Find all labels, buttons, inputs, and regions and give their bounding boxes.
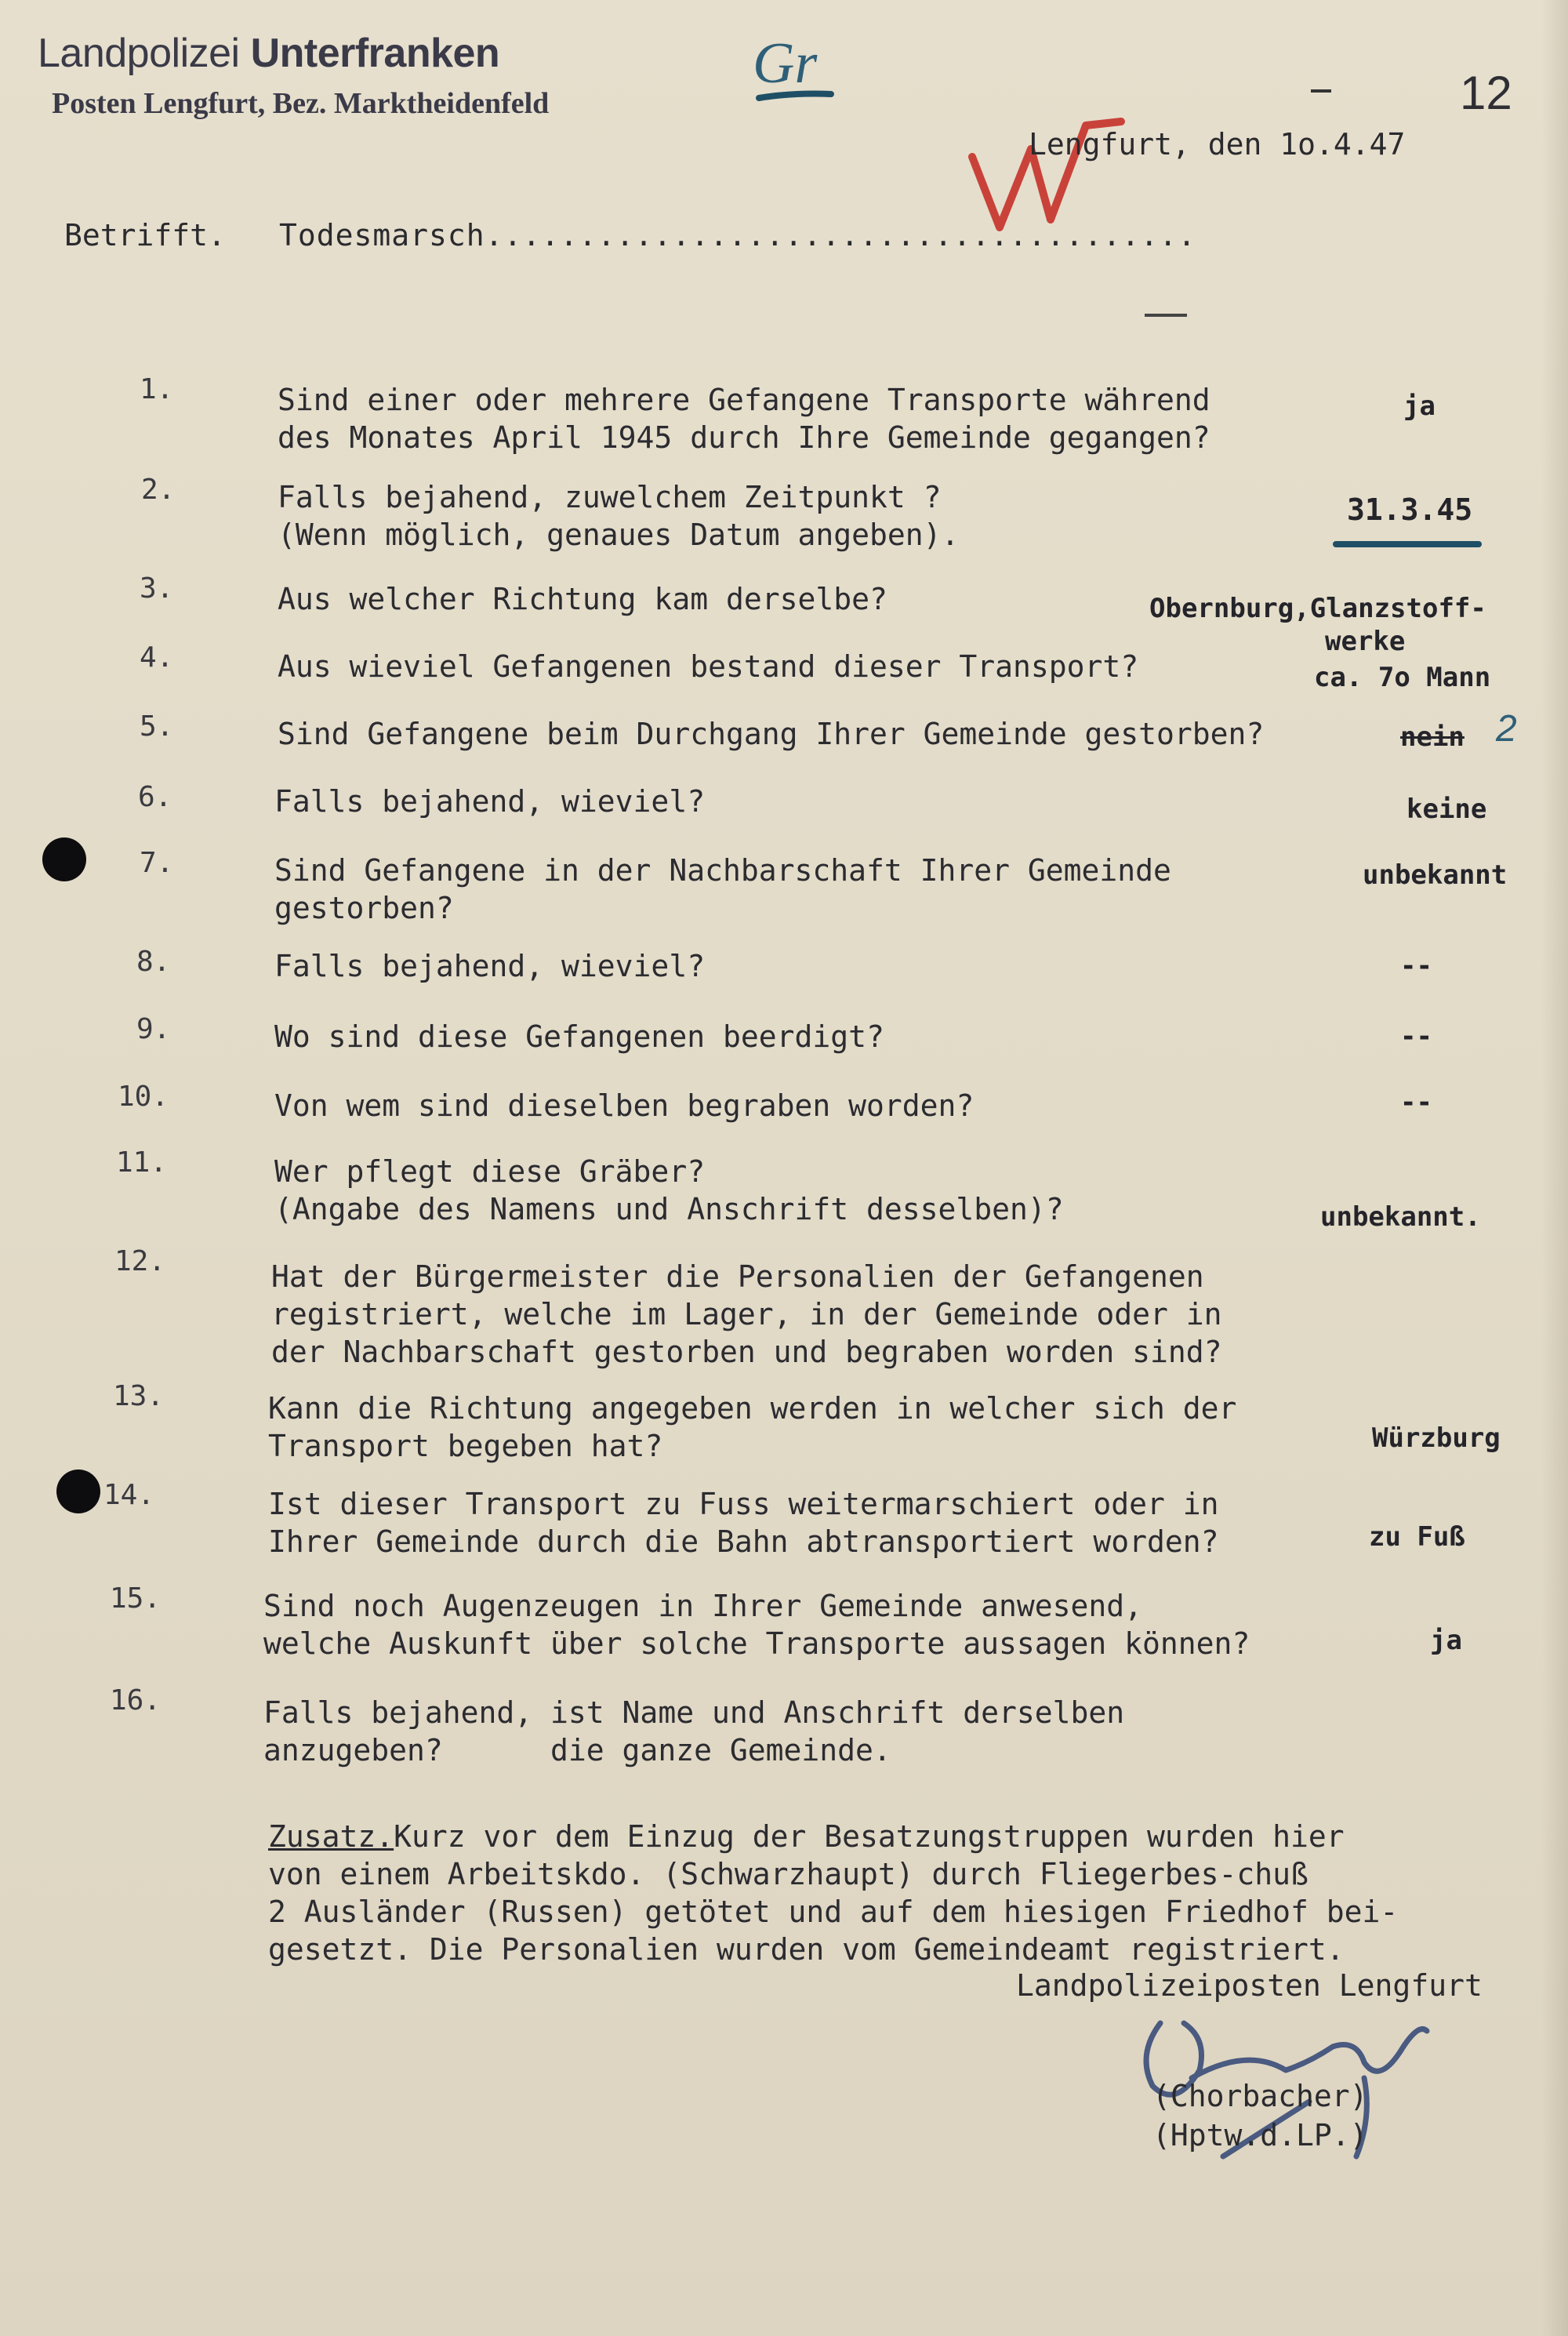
question-text: Aus wieviel Gefangenen bestand dieser Transport? xyxy=(278,649,1139,684)
question-number: 16. xyxy=(110,1684,162,1717)
answer-text: -- xyxy=(1400,950,1432,982)
answer-date: 31.3.45 xyxy=(1347,492,1473,527)
question-number: 10. xyxy=(118,1081,169,1113)
question-number: 11. xyxy=(116,1146,168,1179)
question-number: 6. xyxy=(138,781,172,813)
handwritten-correction: 2 xyxy=(1496,708,1517,750)
question-text: Falls bejahend, zuwelchem Zeitpunkt ? (Wenn möglich, genaues Datum angeben). xyxy=(278,480,960,552)
answer-text: werke xyxy=(1325,626,1406,657)
answer-text: Obernburg,Glanzstoff- xyxy=(1149,593,1486,624)
question-text: Falls bejahend, ist Name und Anschrift derselben anzugeben? die ganze Gemeinde. xyxy=(263,1695,1125,1767)
question-number: 1. xyxy=(140,373,174,405)
filing-punch-hole xyxy=(56,1470,100,1513)
question-text: Ist dieser Transport zu Fuss weitermarschiert oder in Ihrer Gemeinde durch die Bahn abtransportiert worden? xyxy=(268,1487,1219,1559)
page-number-dash xyxy=(1311,89,1331,93)
question-number: 9. xyxy=(136,1013,171,1045)
answer-text: Würzburg xyxy=(1372,1422,1501,1454)
place-date: Lengfurt, den 1o.4.47 xyxy=(1029,127,1406,162)
question-text: Wo sind diese Gefangenen beerdigt? xyxy=(274,1019,884,1054)
answer-text: ja xyxy=(1430,1625,1462,1656)
question-number: 5. xyxy=(140,710,174,743)
answer-text: ca. 7o Mann xyxy=(1314,662,1491,693)
answer-text: unbekannt xyxy=(1363,859,1508,891)
question-number: 12. xyxy=(114,1245,166,1277)
question-number: 3. xyxy=(140,572,174,605)
question-text: Sind einer oder mehrere Gefangene Transporte während des Monates April 1945 durch Ihre Gemeinde gegangen? xyxy=(278,383,1210,455)
initials-text: Gr xyxy=(753,31,818,96)
signer-rank: (Hptw.d.LP.) xyxy=(1152,2118,1368,2153)
question-number: 14. xyxy=(103,1479,155,1511)
question-text: Aus welcher Richtung kam derselbe? xyxy=(278,582,887,616)
question-number: 13. xyxy=(113,1380,165,1412)
addendum-paragraph xyxy=(268,1818,1398,1968)
question-text: Falls bejahend, wieviel? xyxy=(274,949,706,983)
subject-label: Betrifft. xyxy=(64,218,226,252)
addendum-first-line: Kurz vor dem Einzug der Besatzungstruppen wurden hier xyxy=(394,1819,1345,1854)
answer-text: ja xyxy=(1403,391,1436,422)
question-text: Sind Gefangene in der Nachbarschaft Ihrer Gemeinde gestorben? xyxy=(274,853,1171,925)
question-text: Sind Gefangene beim Durchgang Ihrer Gemeinde gestorben? xyxy=(278,717,1265,751)
office-bold-text: Unterfranken xyxy=(250,31,500,76)
question-number: 4. xyxy=(140,641,174,674)
filing-punch-hole xyxy=(42,837,86,881)
question-number: 2. xyxy=(141,474,176,506)
question-number: 15. xyxy=(110,1582,162,1615)
question-text: Hat der Bürgermeister die Personalien der Gefangenen registriert, welche im Lager, in der Gemeinde oder in der Nachbarschaft gestorben und begraben worden sind? xyxy=(271,1259,1222,1369)
answer-text: -- xyxy=(1400,1087,1432,1118)
question-text: Falls bejahend, wieviel? xyxy=(274,784,706,819)
addendum-label: Zusatz. xyxy=(268,1819,394,1854)
answer-text-struck: nein xyxy=(1400,721,1465,753)
signature-name-rank xyxy=(1152,2076,1368,2155)
answer-text: keine xyxy=(1406,794,1487,825)
question-number: 7. xyxy=(140,847,174,879)
question-text: Kann die Richtung angegeben werden in welcher sich der Transport begeben hat? xyxy=(268,1391,1237,1463)
answer-text: zu Fuß xyxy=(1369,1521,1465,1553)
subject-value: Todesmarsch...................................... xyxy=(279,218,1197,252)
office-regular-text: Landpolizei xyxy=(38,31,240,76)
question-text: Wer pflegt diese Gräber? (Angabe des Namens und Anschrift desselben)? xyxy=(274,1154,1064,1226)
letterhead-office xyxy=(38,30,499,77)
addendum-line: 2 Ausländer (Russen) getötet und auf dem hiesigen Friedhof bei- xyxy=(268,1895,1399,1929)
question-text: Von wem sind dieselben begraben worden? xyxy=(274,1088,975,1123)
page-number: 12 xyxy=(1460,67,1512,119)
signer-name: (Chorbacher) xyxy=(1152,2079,1368,2113)
handwritten-initials-mark xyxy=(745,24,862,110)
question-number: 8. xyxy=(136,946,171,978)
teal-pencil-underline xyxy=(1333,541,1482,547)
answer-text: -- xyxy=(1400,1021,1432,1052)
addendum-line: von einem Arbeitskdo. (Schwarzhaupt) durch Fliegerbes-chuß xyxy=(268,1857,1308,1891)
letterhead-post: Posten Lengfurt, Bez. Marktheidenfeld xyxy=(52,87,550,120)
answer-text: unbekannt. xyxy=(1320,1201,1481,1233)
paper-edge-shadow xyxy=(1541,0,1568,2336)
question-text: Sind noch Augenzeugen in Ihrer Gemeinde anwesend, welche Auskunft über solche Transporte aussagen können? xyxy=(263,1589,1250,1661)
addendum-line: gesetzt. Die Personalien wurden vom Gemeindeamt registriert. xyxy=(268,1932,1345,1967)
signature-office: Landpolizeiposten Lengfurt xyxy=(1016,1968,1483,2003)
subject-divider xyxy=(1145,314,1187,317)
